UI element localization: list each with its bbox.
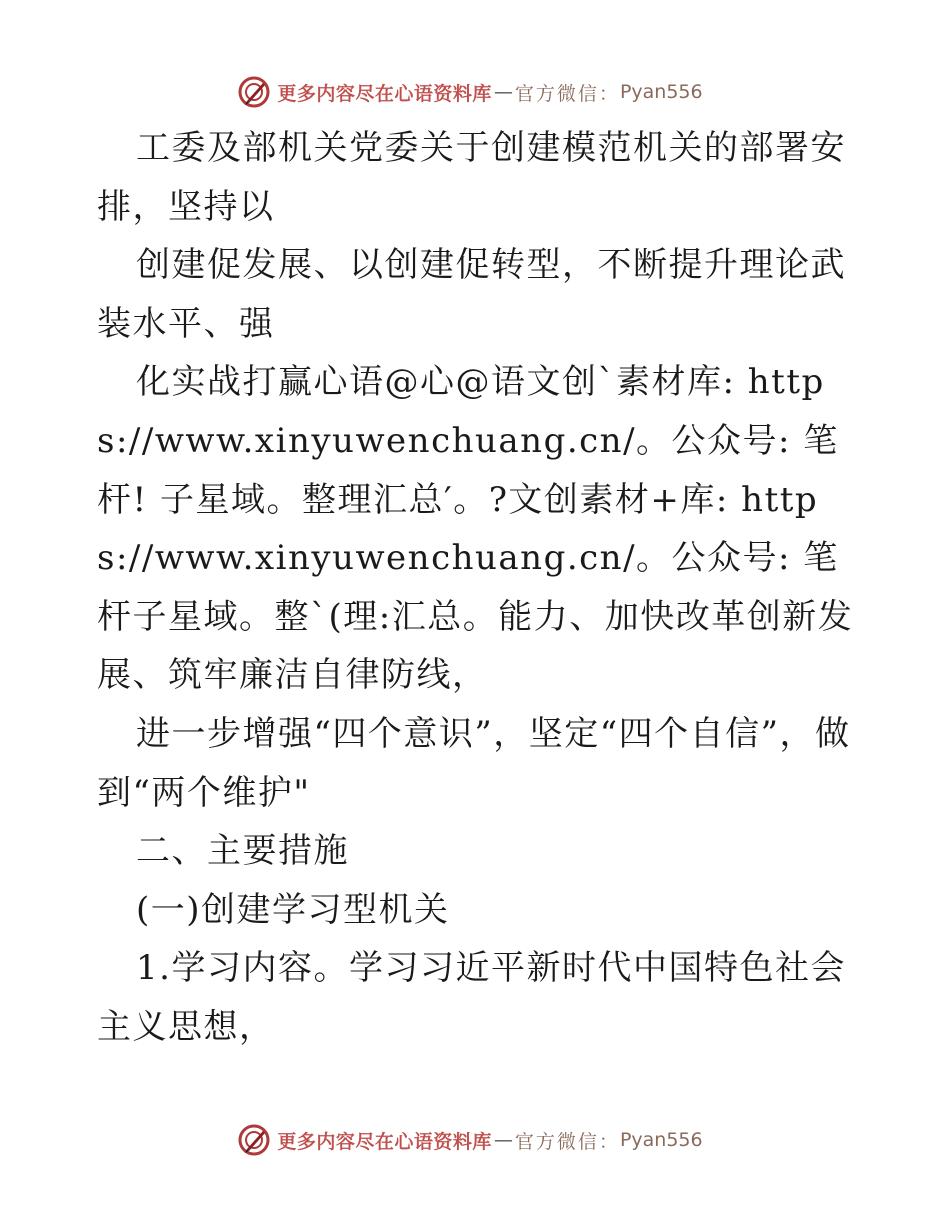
section-heading: 二、主要措施 xyxy=(136,831,349,872)
header-watermark xyxy=(0,72,950,112)
watermark-text: 更多内容尽在心语资料库 xyxy=(277,82,492,105)
document-body xyxy=(97,119,857,1057)
wechat-label: 官方微信： xyxy=(514,82,620,105)
paragraph: 进一步增强“四个意识”，坚定“四个自信”，做到“两个维护" xyxy=(97,713,851,813)
subsection-heading: (一)创建学习型机关 xyxy=(136,889,450,930)
wechat-id: Pyan556 xyxy=(619,81,703,103)
paragraph: 化实战打赢心语@心@语文创`素材库: https://www.xinyuwenchuang.cn/。公众号: 笔杆! 子星域。整理汇总′。?文创素材+库: https://www.xinyuwenchuang.cn/。公众号: 笔杆子星域。整`(理:汇总。能力、加快改革创新发展、筑牢廉洁自律防线， xyxy=(97,362,854,696)
wechat-id: Pyan556 xyxy=(619,1129,703,1151)
wechat-label: 官方微信： xyxy=(514,1130,620,1153)
paragraph: 工委及部机关党委关于创建模范机关的部署安排，坚持以 xyxy=(97,128,846,227)
watermark-dash: — xyxy=(493,1129,513,1151)
pen-logo-icon xyxy=(237,75,271,109)
paragraph: 创建促发展、以创建促转型，不断提升理论武装水平、强 xyxy=(97,245,846,344)
paragraph: 1.学习内容。学习习近平新时代中国特色社会主义思想， xyxy=(97,948,846,1047)
watermark-dash: — xyxy=(493,81,513,103)
footer-watermark xyxy=(0,1120,950,1160)
watermark-text: 更多内容尽在心语资料库 xyxy=(277,1130,492,1153)
pen-logo-icon xyxy=(237,1123,271,1157)
